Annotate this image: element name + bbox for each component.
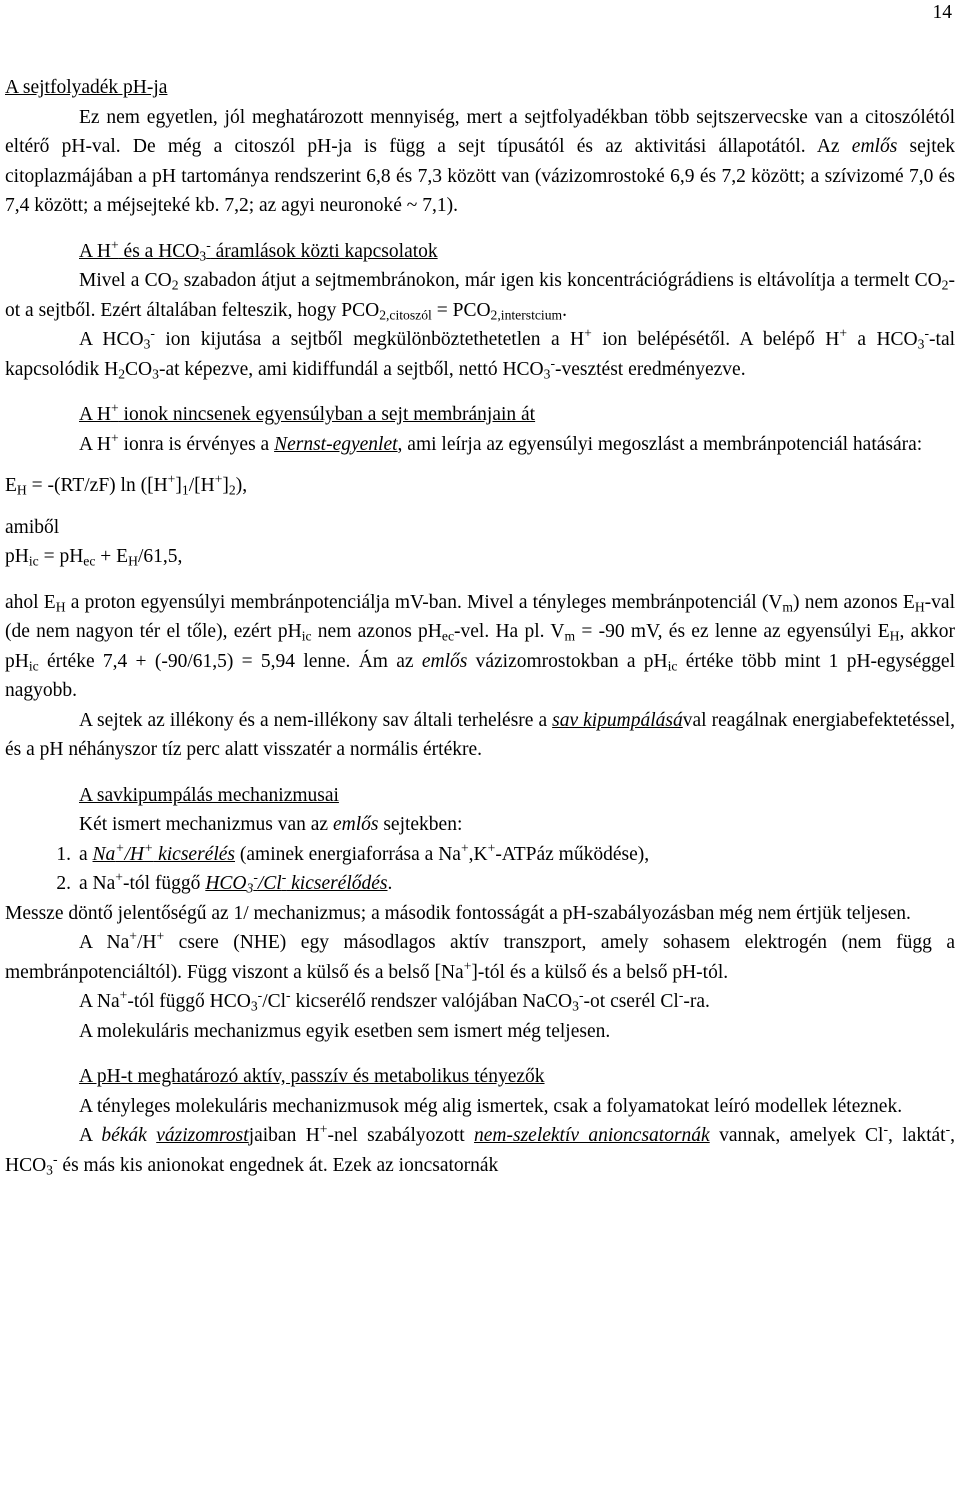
section-heading-h-ions-not-equilibrium: A H+ ionok nincsenek egyensúlyban a sejt membránjain át	[79, 400, 536, 425]
skeletal-muscle-fiber-link[interactable]: vázizomrost	[156, 1125, 249, 1146]
text-line: amiből	[5, 516, 60, 538]
acid-extrusion-link[interactable]: sav kipumpálásá	[552, 709, 683, 731]
equation-nernst: $E_H = -(RT/zF)$ $\ln ([H^+]_1/[H^+]_2)$,	[5, 471, 248, 498]
section-heading-h-hco3-flows: A H+ és a $HCO_3^-$ áramlások közti kapcsolatok	[79, 237, 438, 263]
paragraph: Messze döntő jelentőségű az 1/ mechanizmus; a második fontosságát a pH-szabályozásban még nem értjük teljesen.	[5, 902, 911, 924]
na-h-exchange-link[interactable]: Na+/H+ kicserélés	[92, 840, 235, 865]
paragraph: A $HCO_3^-$ ion kijutása a sejtből megkülönböztethetetlen a H+ ion belépésétől. A belépő H+ a $HCO_3^-$-tal kapcsolódik $H_2CO_3-at$ képezve, ami kidiffundál a sejtből, nettó $HCO_3^-$-vesztést eredményezve.	[5, 325, 956, 381]
paragraph: A H+ ionra is érvényes a Nernst-egyenlet, ami leírja az egyensúlyi megoszlást a membránpotenciál hatására:	[79, 430, 923, 455]
paragraph: ahol $E_H$ a proton egyensúlyi membránpotenciálja mV-ban. Mivel a tényleges membránpotenciál $(V_m)$ nem azonos $E_H$-val (de nem nagyon tér el tőle), ezért $pH_{ic}$ nem azonos $pH_{ec}$-vel. Ha pl. $V_m = -90$ mV, és ez lenne az egyensúlyi $E_H$, akkor $pH_{ic}$ értéke 7,4 + (-90/61,5) = 5,94 lenne. Ám az emlős vázizomrostokban a $pH_{ic}$ értéke több mint 1 pH-egységgel nagyobb.	[5, 591, 956, 701]
nernst-equation-link[interactable]: Nernst-egyenlet	[274, 433, 398, 455]
equation-ph: $pH_{ic} = pH_{ec} + E_H/61,5$,	[5, 546, 183, 569]
paragraph: Ez nem egyetlen, jól meghatározott mennyiség, mert a sejtfolyadékban több sejtszervecske van a citoszólétól eltérő pH-val. De még a citoszól pH-ja is függ a sejt típusától és az aktivitási állapotától. Az emlős sejtek citoplazmájában a pH tartománya rendszerint 6,8 és 7,3 között van (vázizomrostoké 6,9 és 7,2 között; a szívizomé 7,0 és 7,4 között; a méjsejteké kb. 7,2; az agyi neuronoké ~ 7,1).	[5, 106, 956, 216]
section-heading-acid-extrusion-mechanisms: A savkipumpálás mechanizmusai	[79, 784, 339, 806]
paragraph: A Na+/H+ csere (NHE) egy másodlagos aktív transzport, amely sohasem elektrogén (nem függ a membránpotenciáltól). Függ viszont a külső és a belső [Na+]-tól és a külső és a belső pH-tól.	[5, 928, 955, 983]
section-heading-cell-ph: A sejtfolyadék pH-ja	[5, 77, 168, 98]
paragraph: A békák vázizomrostjaiban H+-nel szabályozott nem-szelektív anioncsatornák vannak, amelyek Cl-, laktát-, $HCO_3^-$ és más kis anionokat engednek át. Ezek az ioncsatornák	[5, 1121, 955, 1177]
paragraph: A molekuláris mechanizmus egyik esetben sem ismert még teljesen.	[79, 1020, 611, 1042]
paragraph: A Na+-tól függő $HCO_3^-/Cl^-$ kicserélő rendszer valójában NaCO$_3$--ot cserél Cl--ra.	[79, 987, 710, 1014]
paragraph: A tényleges molekuláris mechanizmusok még alig ismertek, csak a folyamatokat leíró modellek léteznek.	[79, 1095, 903, 1117]
section-heading-ph-factors: A pH-t meghatározó aktív, passzív és metabolikus tényezők	[79, 1066, 545, 1087]
paragraph: A sejtek az illékony és a nem-illékony sav általi terhelésre a sav kipumpálásával reagálnak energiabefektetéssel, és a pH néhányszor tíz perc alatt visszatér a normális értékre.	[5, 709, 956, 760]
paragraph: Két ismert mechanizmus van az emlős sejtekben:	[79, 814, 463, 835]
page-content	[5, 73, 955, 1180]
hco3-cl-exchange-link[interactable]: $HCO_3^-/Cl^-$ kicserélődés	[205, 869, 388, 896]
list-item: 2. a Na+-tól függő $HCO_3^-/Cl^-$ kicserélődés.	[56, 869, 393, 896]
non-selective-anion-channels-link[interactable]: nem-szelektív anioncsatornák	[474, 1125, 710, 1146]
list-item: 1. a Na+/H+ kicserélés (aminek energiaforrása a Na+,K+-ATPáz működése),	[56, 840, 650, 865]
paragraph: Mivel a $CO_2$ szabadon átjut a sejtmembránokon, már igen kis koncentrációgrádiens is eltávolítja a termelt $CO_2-ot$ a sejtből. Ezért általában felteszik, hogy $PCO_{2,citoszól} = PCO_{2,interstcium}$.	[5, 270, 955, 322]
page-number: 14	[932, 2, 952, 23]
